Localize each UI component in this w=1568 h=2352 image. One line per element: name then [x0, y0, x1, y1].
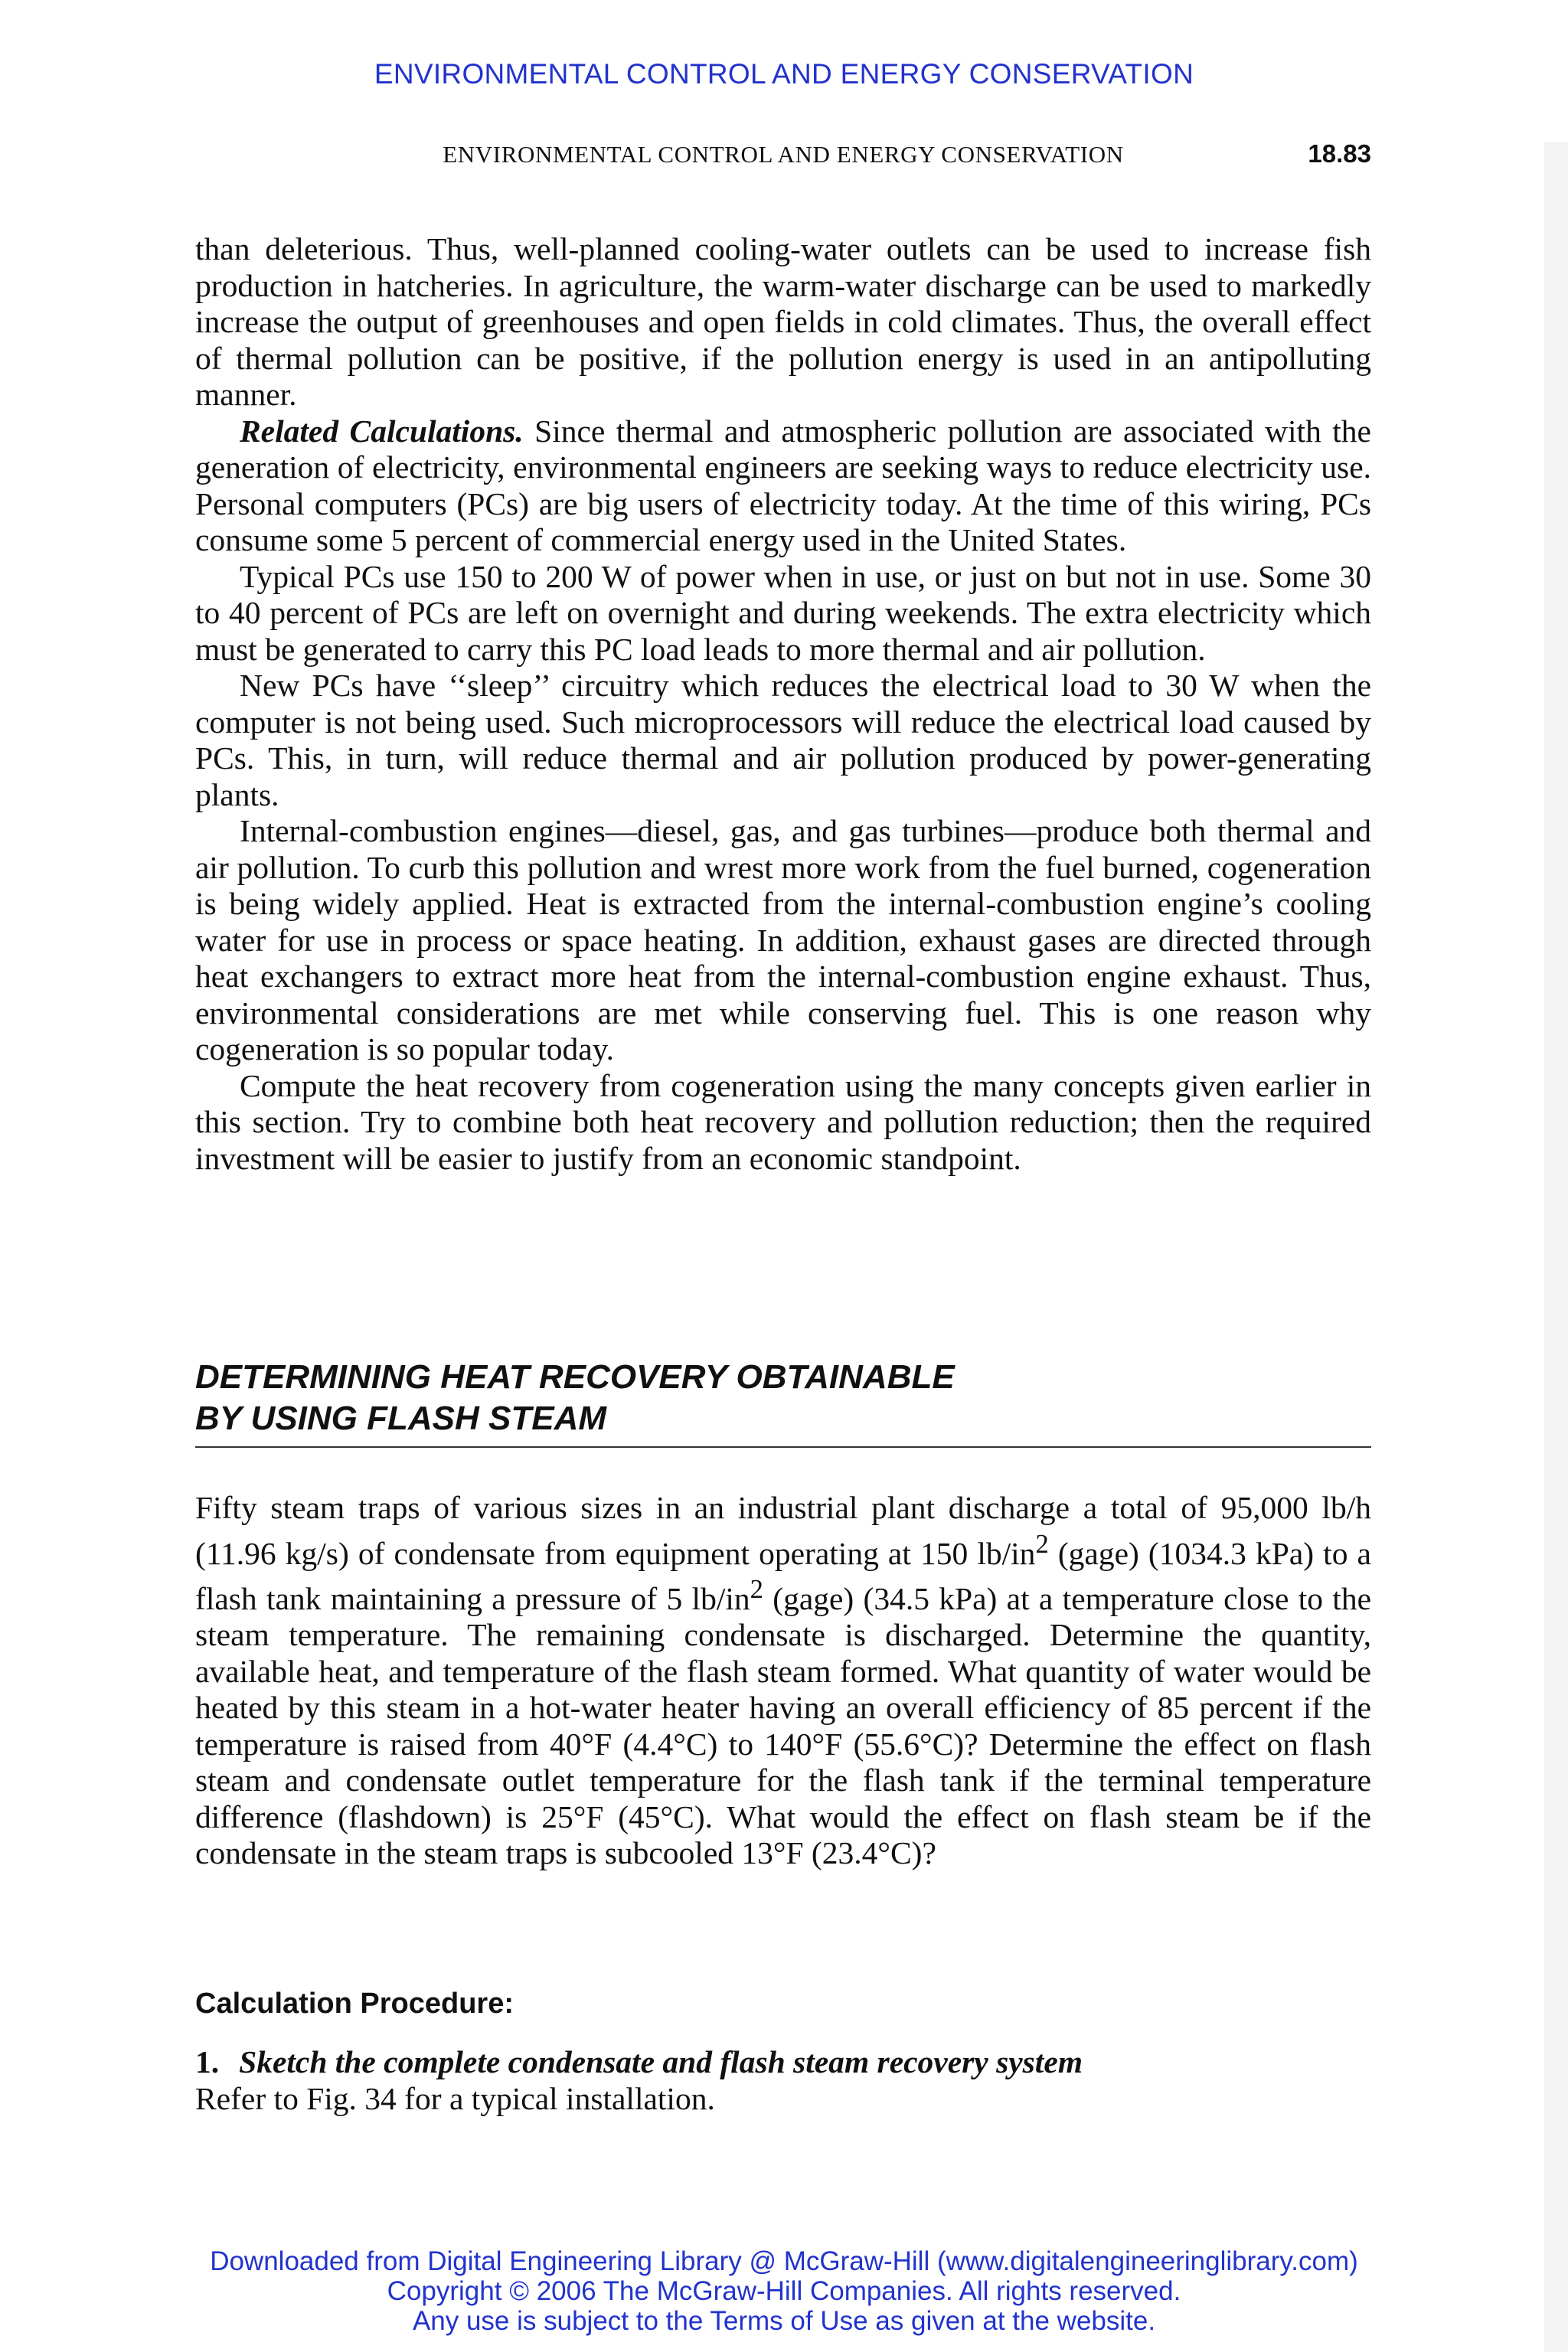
paragraph-heat-recovery: Compute the heat recovery from cogeneration using the many concepts given earlier in this section. Try to combine both heat recovery and pollution reduction; then the required investment will be easier to justify from an economic standpoint. [195, 1067, 1371, 1176]
footer-terms-link[interactable]: Any use is subject to the Terms of Use as given at the website. [412, 2306, 1156, 2336]
related-calculations-lead: Related Calculations. [240, 413, 524, 449]
body-text [195, 231, 1371, 1177]
paragraph-pc-power: Typical PCs use 150 to 200 W of power when in use, or just on but not in use. Some 30 to 40 percent of PCs are left on overnight and during weekends. The extra electricity which must be generated to carry this PC load leads to more thermal and air pollution. [195, 558, 1371, 667]
paragraph-related-calculations [195, 413, 1371, 559]
running-head-title: ENVIRONMENTAL CONTROL AND ENERGY CONSERVATION [443, 141, 1124, 168]
section-heading [195, 1357, 1371, 1439]
problem-text-part-2: (gage) (1034.3 kPa) to a flash tank maintaining a pressure of 5 lb/in [195, 1535, 1371, 1616]
superscript-squared: 2 [1035, 1529, 1049, 1559]
problem-text-part-3: (gage) (34.5 kPa) at a temperature close to the steam temperature. The remaining condensate is discharged. Determine the quantity, available heat, and temperature of the flash steam formed. What quantity of water would be heated by this steam in a hot-water heater having an overall efficiency of 85 percent if the temperature is raised from 40°F (4.4°C) to 140°F (55.6°C)? Determine the effect on flash steam and condensate outlet temperature for the flash tank if the terminal temperature difference (flashdown) is 25°F (45°C). What would the effect on flash steam be if the condensate in the steam traps is subcooled 13°F (23.4°C)? [195, 1580, 1371, 1871]
running-head [195, 141, 1371, 175]
superscript-squared: 2 [750, 1574, 763, 1604]
step-heading [195, 2044, 1371, 2081]
paragraph-sleep-circuitry: New PCs have ‘‘sleep’’ circuitry which reduces the electrical load to 30 W when the computer is not being used. Such microprocessors will reduce the electrical load caused by PCs. This, in turn, will reduce thermal and air pollution produced by power-generating plants. [195, 668, 1371, 812]
footer-copyright: Copyright © 2006 The McGraw-Hill Companies. All rights reserved. [387, 2276, 1181, 2306]
calculation-procedure-heading: Calculation Procedure: [195, 1988, 514, 2020]
section-heading-line-1: DETERMINING HEAT RECOVERY OBTAINABLE [195, 1358, 955, 1396]
section-heading-line-2: BY USING FLASH STEAM [195, 1400, 607, 1437]
page-number: 18.83 [1308, 139, 1371, 168]
paragraph-thermal-pollution: than deleterious. Thus, well-planned cooling-water outlets can be used to increase fish production in hatcheries. In agriculture, the warm-water discharge can be used to markedly increase the output of greenhouses and open fields in cold climates. Thus, the overall effect of thermal pollution can be positive, if the pollution energy is used in an antipolluting manner. [195, 231, 1371, 412]
step-title: Sketch the complete condensate and flash steam recovery system [239, 2044, 1083, 2079]
problem-statement [195, 1490, 1371, 1872]
page-edge-shade [1544, 142, 1568, 2352]
paragraph-cogeneration: Internal-combustion engines—diesel, gas, and gas turbines—produce both thermal and air pollution. To curb this pollution and wrest more work from the fuel burned, cogeneration is being widely applied. Heat is extracted from the internal-combustion engine’s cooling water for use in process or space heating. In addition, exhaust gases are directed through heat exchangers to extract more heat from the internal-combustion engine exhaust. Thus, environmental considerations are met while conserving fuel. This is one reason why cogeneration is so popular today. [195, 813, 1371, 1067]
related-calculations-text: Since thermal and atmospheric pollution are associated with the generation of electricity, environmental engineers are seeking ways to reduce electricity use. Personal computers (PCs) are big users of electricity today. At the time of this wiring, PCs consume some 5 percent of commercial energy used in the United States. [195, 413, 1371, 557]
procedure-step-1 [195, 2044, 1371, 2117]
footer [0, 2246, 1568, 2336]
problem-text-part-1: Fifty steam traps of various sizes in an industrial plant discharge a total of 95,000 lb/h (11.96 kg/s) of condensate from equipment operating at 150 lb/in [195, 1490, 1371, 1571]
section-divider [195, 1446, 1371, 1448]
top-chapter-link[interactable]: ENVIRONMENTAL CONTROL AND ENERGY CONSERVATION [374, 58, 1194, 90]
footer-download-link[interactable]: Downloaded from Digital Engineering Library @ McGraw-Hill (www.digitalengineeringlibrary.com) [210, 2246, 1358, 2276]
step-text: Refer to Fig. 34 for a typical installation. [195, 2080, 715, 2116]
step-number: 1. [195, 2044, 220, 2079]
